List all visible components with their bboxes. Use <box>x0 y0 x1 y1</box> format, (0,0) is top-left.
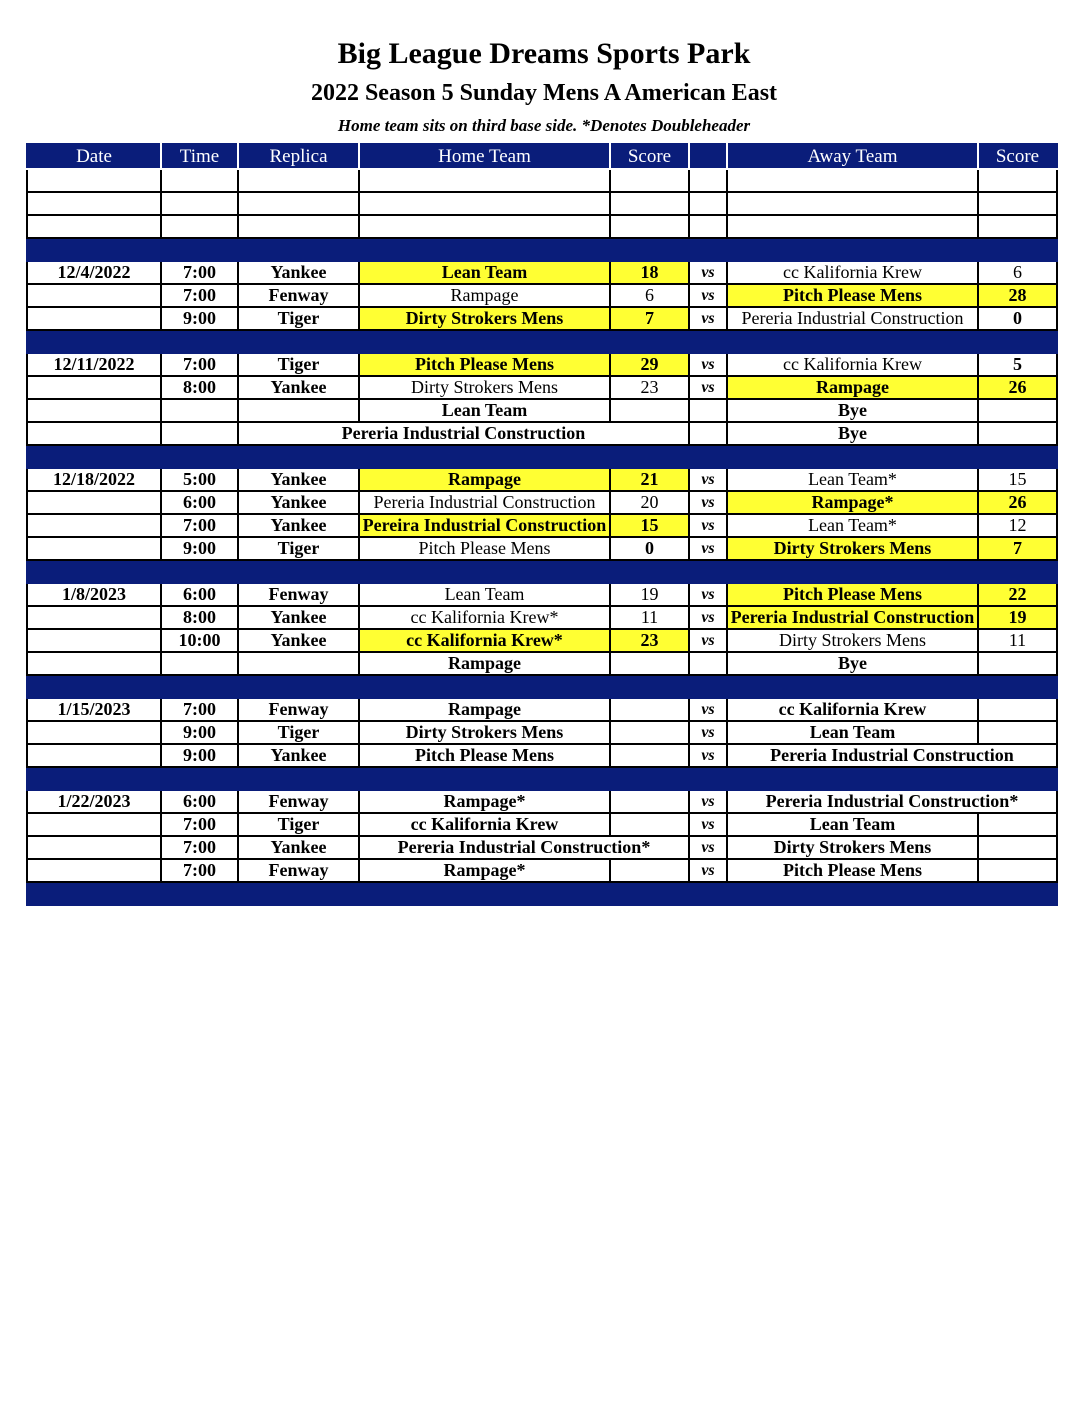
game-time <box>161 399 238 422</box>
game-time: 7:00 <box>161 353 238 376</box>
home-team: Rampage* <box>359 859 610 882</box>
game-time <box>161 422 238 445</box>
away-score <box>978 813 1057 836</box>
empty-row <box>27 192 1057 215</box>
game-field: Fenway <box>238 698 359 721</box>
away-team: Rampage <box>727 376 978 399</box>
home-score: 18 <box>610 261 689 284</box>
vs-label: vs <box>689 583 727 606</box>
away-score: 15 <box>978 468 1057 491</box>
game-row <box>27 307 1057 330</box>
game-time: 7:00 <box>161 813 238 836</box>
away-team: Bye <box>727 652 978 675</box>
bye-row <box>27 652 1057 675</box>
vs-cell <box>689 652 727 675</box>
away-team: Pereria Industrial Construction <box>727 606 978 629</box>
home-score: 6 <box>610 284 689 307</box>
game-row <box>27 859 1057 882</box>
home-team: Pitch Please Mens <box>359 744 610 767</box>
week-separator <box>27 330 1057 353</box>
game-time: 7:00 <box>161 261 238 284</box>
game-date <box>27 744 161 767</box>
vs-label: vs <box>689 629 727 652</box>
home-score: 23 <box>610 376 689 399</box>
game-date <box>27 836 161 859</box>
home-score <box>610 652 689 675</box>
game-field: Tiger <box>238 537 359 560</box>
vs-label: vs <box>689 353 727 376</box>
game-field: Fenway <box>238 284 359 307</box>
vs-cell <box>689 399 727 422</box>
away-team: Lean Team <box>727 721 978 744</box>
vs-label: vs <box>689 859 727 882</box>
away-score: 0 <box>978 307 1057 330</box>
game-field: Fenway <box>238 790 359 813</box>
away-team: Dirty Strokers Mens <box>727 537 978 560</box>
home-score <box>610 859 689 882</box>
away-score: 5 <box>978 353 1057 376</box>
column-header-date: Date <box>27 144 161 169</box>
home-team: Pereria Industrial Construction <box>238 422 689 445</box>
game-field <box>238 652 359 675</box>
game-date <box>27 284 161 307</box>
home-score: 20 <box>610 491 689 514</box>
game-field: Yankee <box>238 261 359 284</box>
game-date: 1/22/2023 <box>27 790 161 813</box>
game-time: 6:00 <box>161 491 238 514</box>
game-date: 1/8/2023 <box>27 583 161 606</box>
game-date: 12/4/2022 <box>27 261 161 284</box>
home-team: Pereria Industrial Construction* <box>359 836 689 859</box>
game-date <box>27 606 161 629</box>
away-score <box>978 859 1057 882</box>
game-field <box>238 399 359 422</box>
game-field: Yankee <box>238 744 359 767</box>
game-row <box>27 284 1057 307</box>
game-field: Yankee <box>238 606 359 629</box>
game-row <box>27 629 1057 652</box>
away-score: 26 <box>978 491 1057 514</box>
game-row <box>27 376 1057 399</box>
home-score <box>610 721 689 744</box>
game-field: Fenway <box>238 583 359 606</box>
away-team: cc Kalifornia Krew <box>727 353 978 376</box>
game-row <box>27 721 1057 744</box>
game-date <box>27 721 161 744</box>
away-score: 7 <box>978 537 1057 560</box>
bye-row <box>27 399 1057 422</box>
vs-label: vs <box>689 468 727 491</box>
game-field: Yankee <box>238 629 359 652</box>
column-header-vs <box>689 144 727 169</box>
empty-row <box>27 215 1057 238</box>
page-title: Big League Dreams Sports Park <box>337 37 751 70</box>
table-header-row <box>27 144 1057 169</box>
game-field: Yankee <box>238 836 359 859</box>
vs-label: vs <box>689 261 727 284</box>
home-team: Lean Team <box>359 583 610 606</box>
away-team: Pereria Industrial Construction <box>727 744 1057 767</box>
home-score: 0 <box>610 537 689 560</box>
home-score <box>610 744 689 767</box>
game-row <box>27 698 1057 721</box>
column-header-away-team: Away Team <box>727 144 978 169</box>
away-score: 6 <box>978 261 1057 284</box>
game-date: 12/18/2022 <box>27 468 161 491</box>
away-score <box>978 399 1057 422</box>
game-time: 9:00 <box>161 744 238 767</box>
game-date <box>27 813 161 836</box>
game-time: 7:00 <box>161 859 238 882</box>
game-row <box>27 468 1057 491</box>
home-score: 23 <box>610 629 689 652</box>
vs-label: vs <box>689 698 727 721</box>
game-date <box>27 376 161 399</box>
game-field: Yankee <box>238 491 359 514</box>
away-team: Pitch Please Mens <box>727 284 978 307</box>
away-score <box>978 836 1057 859</box>
column-header-replica: Replica <box>238 144 359 169</box>
week-separator <box>27 882 1057 905</box>
vs-label: vs <box>689 514 727 537</box>
home-team: Rampage <box>359 468 610 491</box>
vs-label: vs <box>689 606 727 629</box>
game-time: 7:00 <box>161 284 238 307</box>
home-team: Dirty Strokers Mens <box>359 376 610 399</box>
game-time: 10:00 <box>161 629 238 652</box>
week-separator <box>27 675 1057 698</box>
away-team: Bye <box>727 422 978 445</box>
home-score: 19 <box>610 583 689 606</box>
game-field: Yankee <box>238 468 359 491</box>
week-separator <box>27 560 1057 583</box>
home-score <box>610 813 689 836</box>
away-team: Rampage* <box>727 491 978 514</box>
game-time: 8:00 <box>161 376 238 399</box>
home-team: Lean Team <box>359 261 610 284</box>
away-team: cc Kalifornia Krew <box>727 261 978 284</box>
game-time: 6:00 <box>161 790 238 813</box>
home-team: Dirty Strokers Mens <box>359 307 610 330</box>
home-score <box>610 399 689 422</box>
week-separator <box>27 238 1057 261</box>
away-score <box>978 721 1057 744</box>
column-header-home-score: Score <box>610 144 689 169</box>
game-field: Yankee <box>238 376 359 399</box>
vs-label: vs <box>689 744 727 767</box>
game-row <box>27 353 1057 376</box>
home-team: cc Kalifornia Krew* <box>359 606 610 629</box>
home-score: 11 <box>610 606 689 629</box>
away-score: 22 <box>978 583 1057 606</box>
game-field: Yankee <box>238 514 359 537</box>
vs-label: vs <box>689 537 727 560</box>
away-team: Pereria Industrial Construction <box>727 307 978 330</box>
game-field: Fenway <box>238 859 359 882</box>
game-time: 5:00 <box>161 468 238 491</box>
game-date <box>27 307 161 330</box>
vs-label: vs <box>689 491 727 514</box>
game-time: 7:00 <box>161 836 238 859</box>
away-team: cc Kalifornia Krew <box>727 698 978 721</box>
game-date <box>27 491 161 514</box>
vs-cell <box>689 422 727 445</box>
game-date <box>27 859 161 882</box>
game-time: 8:00 <box>161 606 238 629</box>
home-team: cc Kalifornia Krew <box>359 813 610 836</box>
game-date <box>27 399 161 422</box>
away-team: Dirty Strokers Mens <box>727 836 978 859</box>
week-separator <box>27 767 1057 790</box>
home-score: 15 <box>610 514 689 537</box>
home-team: cc Kalifornia Krew* <box>359 629 610 652</box>
schedule-note: Home team sits on third base side. *Denotes Doubleheader <box>337 116 751 135</box>
away-team: Pitch Please Mens <box>727 583 978 606</box>
game-date: 12/11/2022 <box>27 353 161 376</box>
page-subtitle: 2022 Season 5 Sunday Mens A American East <box>310 80 778 106</box>
away-team: Dirty Strokers Mens <box>727 629 978 652</box>
game-time: 9:00 <box>161 537 238 560</box>
home-team: Rampage <box>359 284 610 307</box>
game-date <box>27 422 161 445</box>
home-team: Lean Team <box>359 399 610 422</box>
game-row <box>27 744 1057 767</box>
schedule-table <box>26 143 1058 906</box>
away-team: Pitch Please Mens <box>727 859 978 882</box>
game-row <box>27 813 1057 836</box>
game-date: 1/15/2023 <box>27 698 161 721</box>
game-row <box>27 491 1057 514</box>
game-row <box>27 261 1057 284</box>
column-header-away-score: Score <box>978 144 1057 169</box>
game-row <box>27 514 1057 537</box>
game-field: Tiger <box>238 353 359 376</box>
away-team: Lean Team <box>727 813 978 836</box>
vs-label: vs <box>689 284 727 307</box>
empty-row <box>27 169 1057 192</box>
vs-label: vs <box>689 721 727 744</box>
home-score <box>610 790 689 813</box>
home-team: Pereira Industrial Construction <box>359 514 610 537</box>
game-time <box>161 652 238 675</box>
vs-label: vs <box>689 813 727 836</box>
column-header-time: Time <box>161 144 238 169</box>
game-time: 9:00 <box>161 307 238 330</box>
home-score: 29 <box>610 353 689 376</box>
game-field: Tiger <box>238 307 359 330</box>
home-team: Pereria Industrial Construction <box>359 491 610 514</box>
game-time: 6:00 <box>161 583 238 606</box>
away-team: Lean Team* <box>727 514 978 537</box>
away-score: 26 <box>978 376 1057 399</box>
away-score: 11 <box>978 629 1057 652</box>
week-separator <box>27 445 1057 468</box>
home-score: 7 <box>610 307 689 330</box>
vs-label: vs <box>689 376 727 399</box>
home-score: 21 <box>610 468 689 491</box>
game-date <box>27 629 161 652</box>
game-field: Tiger <box>238 721 359 744</box>
column-header-home-team: Home Team <box>359 144 610 169</box>
game-row <box>27 790 1057 813</box>
away-team: Pereria Industrial Construction* <box>727 790 1057 813</box>
game-row <box>27 606 1057 629</box>
game-time: 9:00 <box>161 721 238 744</box>
home-score <box>610 698 689 721</box>
vs-label: vs <box>689 790 727 813</box>
home-team: Rampage <box>359 652 610 675</box>
home-team: Rampage* <box>359 790 610 813</box>
away-score: 19 <box>978 606 1057 629</box>
vs-label: vs <box>689 307 727 330</box>
away-score <box>978 698 1057 721</box>
away-score: 12 <box>978 514 1057 537</box>
game-row <box>27 836 1057 859</box>
game-time: 7:00 <box>161 698 238 721</box>
away-team: Bye <box>727 399 978 422</box>
home-team: Dirty Strokers Mens <box>359 721 610 744</box>
game-date <box>27 514 161 537</box>
game-row <box>27 583 1057 606</box>
home-team: Pitch Please Mens <box>359 353 610 376</box>
away-score <box>978 422 1057 445</box>
home-team: Pitch Please Mens <box>359 537 610 560</box>
game-field: Tiger <box>238 813 359 836</box>
game-row <box>27 537 1057 560</box>
away-score: 28 <box>978 284 1057 307</box>
away-team: Lean Team* <box>727 468 978 491</box>
game-date <box>27 652 161 675</box>
game-time: 7:00 <box>161 514 238 537</box>
game-date <box>27 537 161 560</box>
bye-row <box>27 422 1057 445</box>
vs-label: vs <box>689 836 727 859</box>
home-team: Rampage <box>359 698 610 721</box>
away-score <box>978 652 1057 675</box>
